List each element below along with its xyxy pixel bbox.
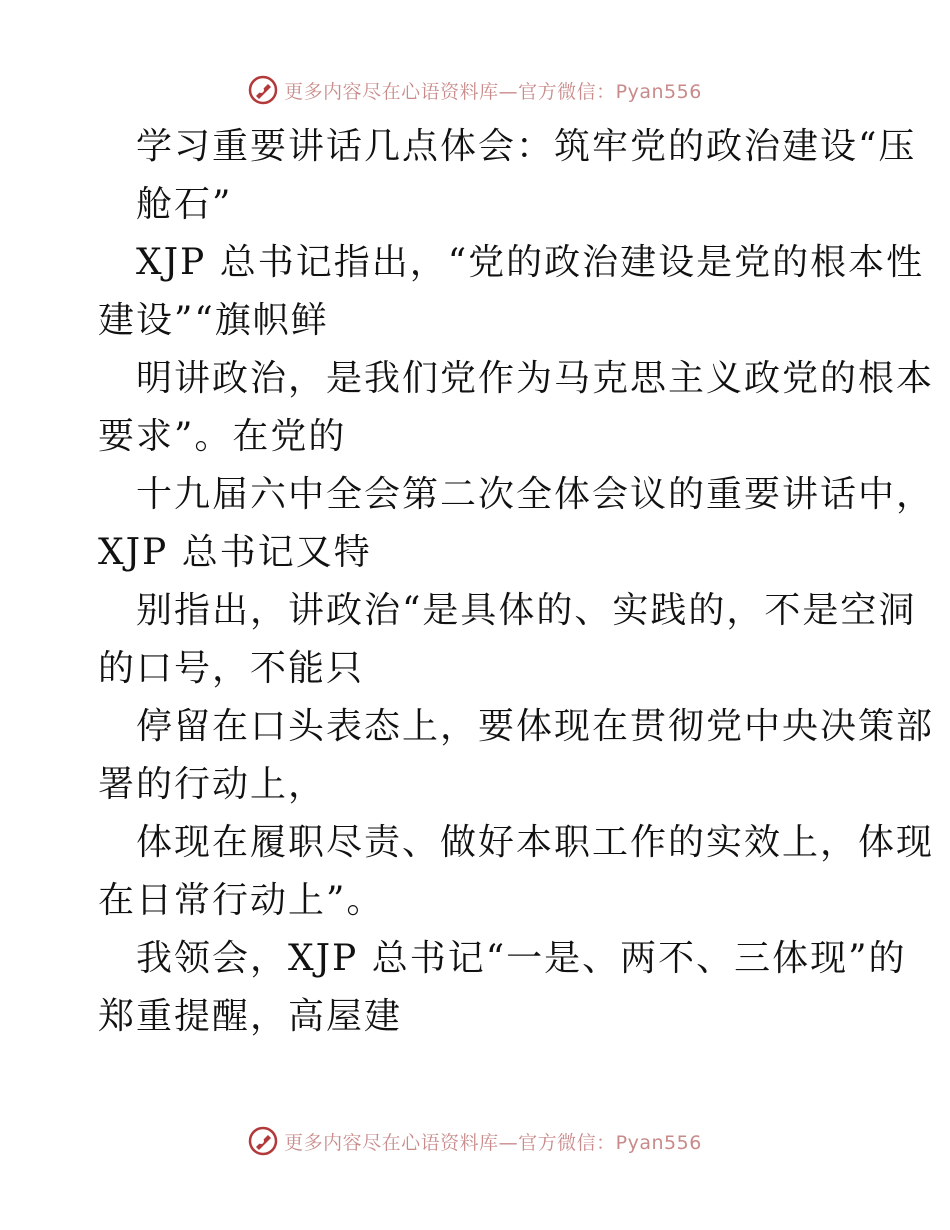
body-line: XJP 总书记指出，“党的政治建设是党的根本性 xyxy=(136,242,925,283)
footer-banner-text: 更多内容尽在心语资料库—官方微信：Pyan556 xyxy=(284,1131,702,1154)
body-line: 署的行动上， xyxy=(98,764,327,805)
body-line: XJP 总书记又特 xyxy=(98,532,372,573)
body-line: 停留在口头表态上，要体现在贯彻党中央决策部 xyxy=(136,706,935,747)
body-line: 学习重要讲话几点体会：筑牢党的政治建设“压 xyxy=(136,126,917,167)
body-line: 建设”“旗帜鲜 xyxy=(98,300,329,341)
body-line: 在日常行动上”。 xyxy=(98,880,385,921)
body-line: 明讲政治，是我们党作为马克思主义政党的根本 xyxy=(136,358,935,399)
document-body xyxy=(98,118,935,1046)
body-line: 十九届六中全会第二次全体会议的重要讲话中， xyxy=(136,474,935,515)
body-line: 别指出，讲政治“是具体的、实践的，不是空洞 xyxy=(136,590,917,631)
body-line: 我领会，XJP 总书记“一是、两不、三体现”的 xyxy=(136,938,907,979)
body-line: 要求”。在党的 xyxy=(98,416,347,457)
body-line: 体现在履职尽责、做好本职工作的实效上，体现 xyxy=(136,822,935,863)
body-line: 舱石” xyxy=(136,184,233,225)
footer-banner xyxy=(0,1121,950,1161)
body-line: 的口号，不能只 xyxy=(98,648,365,689)
brand-logo-icon xyxy=(248,1126,278,1156)
header-banner xyxy=(0,70,950,110)
header-banner-text: 更多内容尽在心语资料库—官方微信：Pyan556 xyxy=(284,80,702,103)
body-line: 郑重提醒，高屋建 xyxy=(98,996,403,1037)
brand-logo-icon xyxy=(248,75,278,105)
